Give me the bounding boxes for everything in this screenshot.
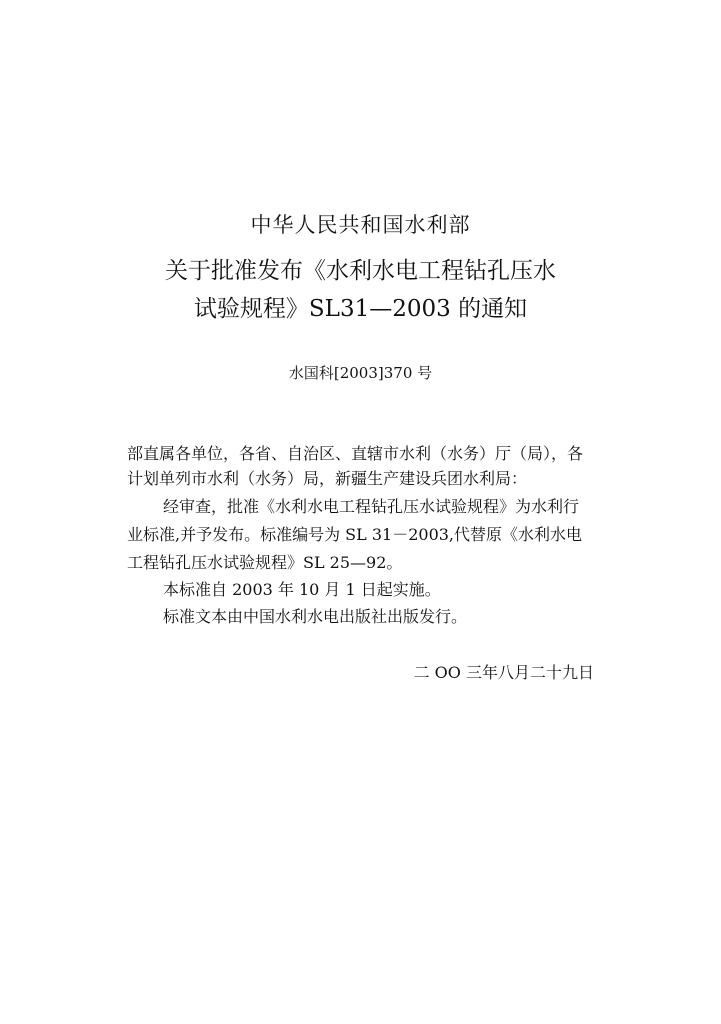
issuing-ministry: 中华人民共和国水利部 <box>250 213 471 237</box>
notice-title-line-2: 试验规程》SL31—2003 的通知 <box>193 296 528 322</box>
body-line: 标准文本由中国水利水电出版社出版发行。 <box>163 607 468 626</box>
document-number: 水国科[2003]370 号 <box>288 364 433 382</box>
body-line: 计划单列市水利（水务）局，新疆生产建设兵团水利局： <box>127 469 528 488</box>
issue-date: 二 OO 三年八月二十九日 <box>413 663 594 682</box>
body-line: 经审查，批准《水利水电工程钻孔压水试验规程》为水利行 <box>163 497 580 516</box>
body-line: 业标准,并予发布。标准编号为 SL 31－2003,代替原《水利水电 <box>127 525 583 544</box>
notice-title-line-1: 关于批准发布《水利水电工程钻孔压水 <box>165 258 556 284</box>
body-line: 本标准自 2003 年 10 月 1 日起实施。 <box>163 580 441 599</box>
body-line: 工程钻孔压水试验规程》SL 25—92。 <box>127 553 403 572</box>
body-line: 部直属各单位，各省、自治区、直辖市水利（水务）厅（局），各 <box>127 444 584 463</box>
